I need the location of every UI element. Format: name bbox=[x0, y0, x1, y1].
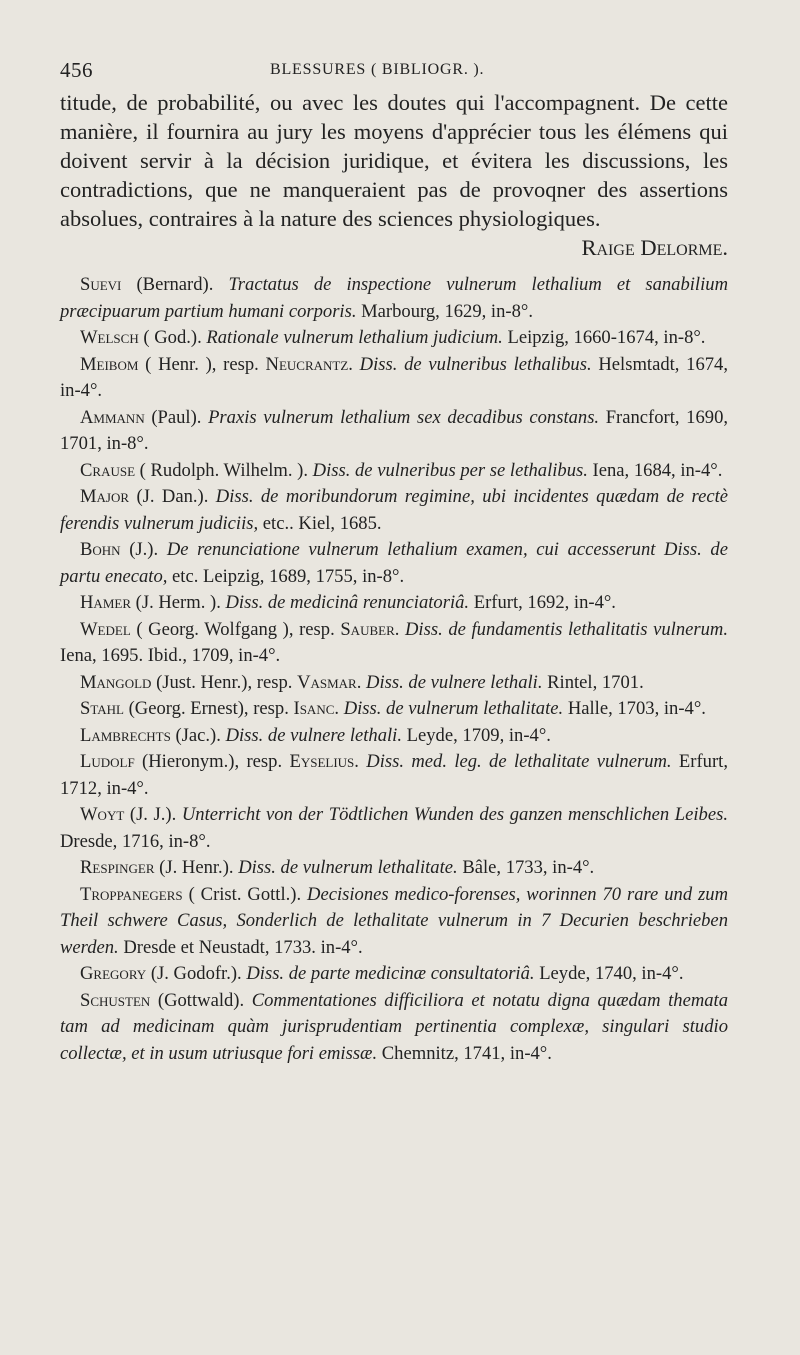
entry-publication: etc.. Kiel, 1685. bbox=[258, 512, 382, 534]
intro-paragraph bbox=[60, 88, 728, 262]
entry-author: Lambrechts bbox=[80, 724, 171, 746]
entry-respondent: Neucrantz. bbox=[265, 353, 353, 375]
entry-publication: Dresde et Neustadt, 1733. in-4°. bbox=[118, 936, 363, 958]
page-header bbox=[60, 58, 728, 88]
entry-respondent: Eyselius. bbox=[289, 751, 359, 772]
running-head-main: BLESSURES bbox=[270, 61, 367, 78]
entry-author: Woyt bbox=[80, 804, 125, 825]
entry-publication: Leyde, 1709, in-4°. bbox=[402, 724, 551, 746]
entry-author-name: (J.). bbox=[120, 539, 167, 560]
entry-respondent: Isanc. bbox=[293, 698, 340, 719]
entry-title: Tractatus de inspectione vulnerum lethalium et sanabilium præcipuarum partium humani corporis. bbox=[60, 274, 728, 322]
bibliography-entry bbox=[60, 961, 728, 988]
entry-author-name: (J. Henr.). bbox=[154, 857, 239, 878]
entry-author: Bohn bbox=[80, 539, 121, 560]
entry-author-name: (Bernard). bbox=[121, 274, 229, 295]
entry-author: Meibom bbox=[80, 353, 139, 375]
entry-publication: Bâle, 1733, in-4°. bbox=[457, 857, 595, 878]
bibliography-entry bbox=[60, 458, 728, 485]
bibliography-entry bbox=[60, 696, 728, 723]
bibliography-entry bbox=[60, 272, 728, 325]
entry-title: Rationale vulnerum lethalium judicium. bbox=[206, 327, 503, 348]
entry-author-name: (Georg. Ernest), resp. bbox=[123, 698, 294, 719]
entry-publication: Iena, 1695. Ibid., 1709, in-4°. bbox=[60, 645, 281, 666]
entry-respondent: Vasmar. bbox=[297, 671, 362, 693]
entry-author-name: (Just. Henr.), resp. bbox=[151, 671, 298, 693]
entry-author-name: (Jac.). bbox=[170, 724, 226, 746]
entry-author-name: (Gottwald). bbox=[150, 989, 252, 1011]
intro-text: titude, de probabilité, ou avec les doutes qui l'accompagnent. De cette manière, il fournira au jury les moyens d'apprécier tous les élémens qui doivent servir à la décision juridique, et évitera les discussions, les contradictions, que ne manqueraient pas de provoqner des assertions absolues, contraires à la nature des sciences physiologiques. bbox=[60, 90, 728, 231]
entry-author: Mangold bbox=[80, 671, 152, 693]
running-head-paren: ( BIBLIOGR. ). bbox=[370, 61, 485, 78]
entry-publication: Marbourg, 1629, in-8°. bbox=[356, 300, 533, 322]
author-signature: Raige Delorme. bbox=[581, 235, 728, 260]
entry-publication: Erfurt, 1692, in-4°. bbox=[469, 592, 616, 613]
bibliography-entry bbox=[60, 670, 728, 697]
entry-title: Praxis vulnerum lethalium sex decadibus constans. bbox=[208, 406, 600, 428]
entry-author-name: (J. Godofr.). bbox=[146, 963, 247, 984]
entry-author-name: (Paul). bbox=[144, 406, 209, 428]
entry-author-name: (J. J.). bbox=[124, 804, 182, 825]
entry-author-name: ( God.). bbox=[138, 327, 207, 348]
bibliography-entry bbox=[60, 590, 728, 617]
entry-title: Diss. de parte medicinæ consultatoriâ. bbox=[246, 963, 535, 984]
entry-title: De renunciatione vulnerum lethalium examen, cui accesserunt Diss. de partu enecato, bbox=[60, 539, 728, 587]
entry-author: Troppanegers bbox=[80, 883, 183, 905]
entry-publication: Iena, 1684, in-4°. bbox=[587, 459, 723, 481]
entry-author-name: ( Crist. Gottl.). bbox=[182, 883, 308, 905]
entry-author: Gregory bbox=[80, 963, 147, 984]
bibliography-entry bbox=[60, 617, 728, 670]
entry-author: Major bbox=[80, 486, 130, 507]
entry-publication: Erfurt, 1712, in-4°. bbox=[60, 751, 728, 799]
bibliography-entry bbox=[60, 352, 728, 405]
bibliography-entry bbox=[60, 749, 728, 802]
entry-author: Ammann bbox=[80, 406, 145, 428]
entry-author-name: (J. Herm. ). bbox=[131, 592, 226, 613]
bibliography-entry bbox=[60, 325, 728, 352]
entry-publication: Leyde, 1740, in-4°. bbox=[534, 963, 684, 984]
bibliography-entry bbox=[60, 855, 728, 882]
page-number: 456 bbox=[60, 58, 93, 82]
entry-author-name: ( Rudolph. Wilhelm. ). bbox=[135, 459, 313, 481]
entry-publication: Dresde, 1716, in-8°. bbox=[60, 830, 211, 852]
entry-title: Diss. de vulnere lethali. bbox=[225, 724, 402, 746]
entry-title: Diss. de vulneribus lethalibus. bbox=[352, 353, 592, 375]
entry-title: Diss. med. leg. de lethalitate vulnerum. bbox=[358, 751, 672, 772]
entry-publication: Helsmtadt, 1674, in-4°. bbox=[60, 353, 728, 401]
running-head bbox=[270, 61, 484, 79]
entry-title: Commentationes difficiliora et notatu digna quædam themata tam ad medicinam quàm jurisprudentiam pertinentia complexæ, singulari studio collectæ, et in usum utriusque fori emissæ. bbox=[60, 989, 729, 1064]
bibliography-list bbox=[60, 272, 728, 1067]
bibliography-entry bbox=[60, 405, 728, 458]
entry-author: Hamer bbox=[80, 592, 131, 613]
entry-title: Decisiones medico-forenses, worinnen 70 rare und zum Theil schwere Casus, Sonderlich de lethalitate vulnerum in 7 Decurien beschrieben werden. bbox=[60, 883, 728, 958]
entry-title: Diss. de vulnere lethali. bbox=[361, 671, 543, 693]
entry-author: Respinger bbox=[80, 857, 155, 878]
entry-author-name: (Hieronym.), resp. bbox=[134, 751, 290, 772]
entry-author: Stahl bbox=[80, 698, 124, 719]
bibliography-entry bbox=[60, 723, 728, 750]
entry-author-name: ( Henr. ), resp. bbox=[138, 353, 266, 375]
entry-publication: etc. Leipzig, 1689, 1755, in-8°. bbox=[167, 565, 405, 587]
entry-publication: Francfort, 1690, 1701, in-8°. bbox=[60, 406, 729, 454]
entry-author: Schusten bbox=[80, 989, 151, 1011]
entry-title: Diss. de moribundorum regimine, ubi incidentes quædam de rectè ferendis vulnerum judiciis, bbox=[60, 486, 728, 534]
entry-title: Diss. de vulnerum lethalitate. bbox=[339, 698, 564, 719]
entry-publication: Rintel, 1701. bbox=[542, 671, 644, 693]
entry-respondent: Sauber. bbox=[340, 618, 400, 640]
entry-publication: Leipzig, 1660-1674, in-8°. bbox=[502, 327, 706, 348]
entry-author: Welsch bbox=[80, 327, 139, 348]
entry-author: Wedel bbox=[80, 618, 131, 640]
bibliography-entry bbox=[60, 537, 728, 590]
entry-author: Suevi bbox=[80, 274, 122, 295]
bibliography-entry bbox=[60, 802, 728, 855]
bibliography-entry bbox=[60, 988, 728, 1068]
bibliography-entry bbox=[60, 484, 728, 537]
entry-title: Diss. de vulnerum lethalitate. bbox=[238, 857, 458, 878]
entry-publication: Halle, 1703, in-4°. bbox=[563, 698, 706, 719]
entry-title: Diss. de medicinâ renunciatoriâ. bbox=[225, 592, 470, 613]
entry-author-name: (J. Dan.). bbox=[129, 486, 216, 507]
entry-author: Crause bbox=[80, 459, 136, 481]
entry-author: Ludolf bbox=[80, 751, 135, 772]
entry-publication: Chemnitz, 1741, in-4°. bbox=[377, 1042, 552, 1064]
entry-title: Diss. de vulneribus per se lethalibus. bbox=[312, 459, 588, 481]
entry-author-name: ( Georg. Wolfgang ), resp. bbox=[130, 618, 341, 640]
bibliography-entry bbox=[60, 882, 728, 962]
entry-title: Unterricht von der Tödtlichen Wunden des ganzen menschlichen Leibes. bbox=[181, 804, 728, 825]
entry-title: Diss. de fundamentis lethalitatis vulnerum. bbox=[399, 618, 728, 640]
